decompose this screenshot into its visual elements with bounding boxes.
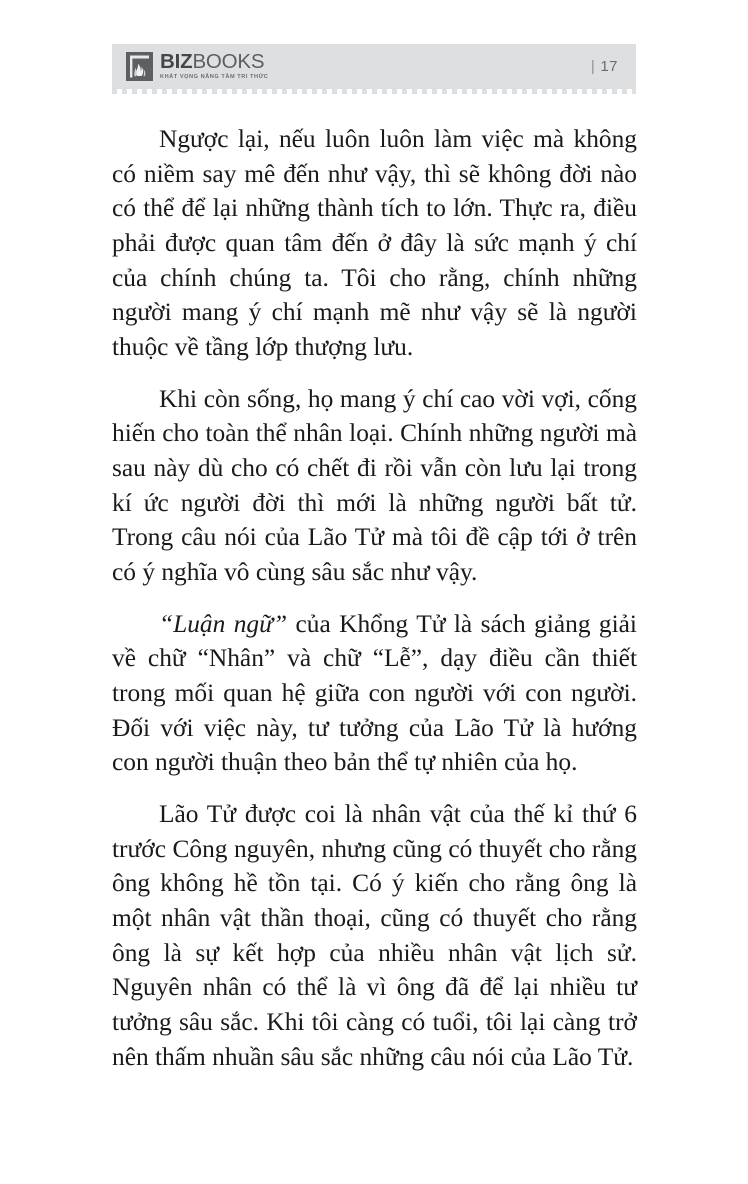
brand-name-biz: BIZ (160, 49, 193, 73)
body-paragraph: Lão Tử được coi là nhân vật của thế kỉ thứ 6 trước Công nguyên, nhưng cũng có thuyết cho rằng ông không hề tồn tại. Có ý kiến cho rằng ông là một nhân vật thần thoại, cũng có thuyết cho rằng ông là sự kết hợp của nhiều nhân vật lịch sử. Nguyên nhân có thể là vì ông đã để lại nhiều tư tưởng sâu sắc. Khi tôi càng có tuổi, tôi lại càng trở nên thấm nhuần sâu sắc những câu nói của Lão Tử. (112, 800, 637, 1071)
book-title-italic: “Luận ngữ” (159, 609, 288, 638)
folio-rule: | (590, 58, 596, 75)
body-paragraph: Khi còn sống, họ mang ý chí cao vời vợi, cống hiến cho toàn thể nhân loại. Chính những người mà sau này dù cho có chết đi rồi vẫn còn lưu lại trong kí ức người đời thì mới là những người bất tử. Trong câu nói của Lão Tử mà tôi đề cập tới ở trên có ý nghĩa vô cùng sâu sắc như vậy. (112, 384, 637, 587)
brand-name-books: BOOKS (192, 49, 265, 73)
body-paragraph-rest: của Khổng Tử là sách giảng giải về chữ “Nhân” và chữ “Lễ”, dạy điều cần thiết trong mối quan hệ giữa con người với con người. Đối với việc này, tư tưởng của Lão Tử là hướng con người thuận theo bản thể tự nhiên của họ. (112, 609, 637, 777)
publisher-logo (112, 49, 269, 81)
page-folio (591, 58, 636, 75)
book-flame-icon (126, 52, 153, 81)
page-body (112, 122, 637, 1074)
page-number: 17 (600, 58, 618, 75)
page-header-band (112, 44, 636, 89)
publisher-wordmark (160, 49, 269, 81)
body-paragraph (112, 607, 637, 780)
brand-name (160, 49, 268, 73)
body-paragraph: Ngược lại, nếu luôn luôn làm việc mà không có niềm say mê đến như vậy, thì sẽ không đời nào có thể để lại những thành tích to lớn. Thực ra, điều phải được quan tâm đến ở đây là sức mạnh ý chí của chính chúng ta. Tôi cho rằng, chính những người mang ý chí mạnh mẽ như vậy sẽ là người thuộc về tầng lớp thượng lưu. (112, 125, 637, 362)
brand-tagline: KHÁT VỌNG NÂNG TẦM TRI THỨC (160, 74, 269, 81)
